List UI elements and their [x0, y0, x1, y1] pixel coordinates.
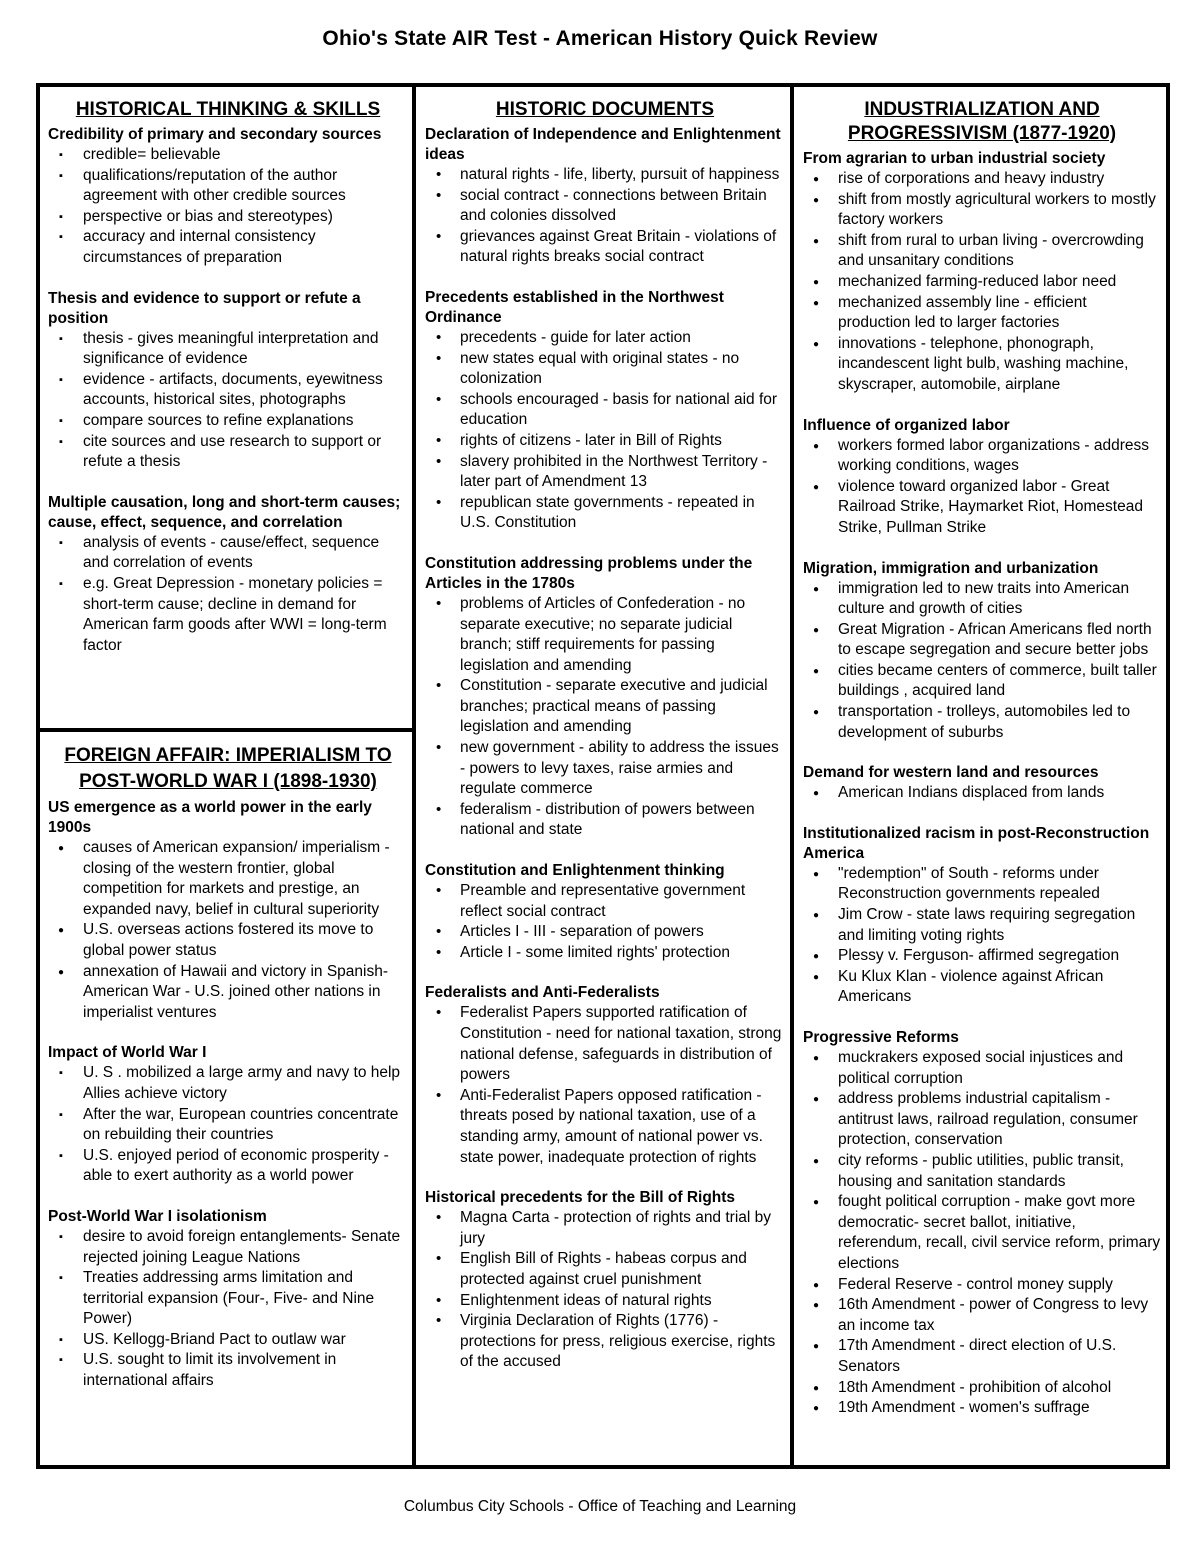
- bullet-list: [803, 579, 1161, 744]
- list-item: ▪ analysis of events - cause/effect, sequence and correlation of events: [48, 533, 408, 574]
- subheading: Progressive Reforms: [803, 1029, 959, 1046]
- list-item: ● shift from mostly agricultural workers to mostly factory workers: [803, 190, 1161, 231]
- list-item: • Magna Carta - protection of rights and trial by jury: [425, 1208, 785, 1249]
- bullet-list: [425, 594, 785, 841]
- list-item: ● causes of American expansion/ imperialism - closing of the western frontier, global competition for markets and prestige, an expanded navy, belief in cultural superiority: [48, 838, 408, 920]
- subheading: Credibility of primary and secondary sources: [48, 126, 382, 143]
- subheading: Institutionalized racism in post-Reconstruction America: [803, 824, 1150, 862]
- section-foreign-affairs: [48, 743, 408, 1392]
- list-item: • Articles I - III - separation of powers: [425, 922, 785, 943]
- bullet-list: [48, 329, 408, 473]
- list-item: ● Jim Crow - state laws requiring segregation and limiting voting rights: [803, 905, 1161, 946]
- list-item: ▪ Treaties addressing arms limitation and territorial expansion (Four-, Five- and Nine Power): [48, 1268, 408, 1330]
- subheading: Thesis and evidence to support or refute a position: [48, 289, 361, 327]
- list-item: ● mechanized assembly line - efficient production led to larger factories: [803, 293, 1161, 334]
- bullet-list: [48, 1227, 408, 1392]
- list-item: • schools encouraged - basis for national aid for education: [425, 390, 785, 431]
- section-historical-thinking: [48, 98, 408, 656]
- subheading: Precedents established in the Northwest Ordinance: [425, 288, 724, 326]
- list-item: • rights of citizens - later in Bill of Rights: [425, 431, 785, 452]
- subheading: Constitution and Enlightenment thinking: [425, 862, 725, 880]
- list-item: ● U.S. overseas actions fostered its move to global power status: [48, 920, 408, 961]
- section-historic-documents: [425, 98, 785, 1373]
- list-item: • natural rights - life, liberty, pursuit of happiness: [425, 165, 785, 186]
- section-industrialization: [803, 98, 1161, 1419]
- list-item: ▪ qualifications/reputation of the author agreement with other credible sources: [48, 166, 408, 207]
- list-item: ▪ U. S . mobilized a large army and navy to help Allies achieve victory: [48, 1063, 408, 1104]
- column-divider-right: [790, 83, 794, 1469]
- bullet-list: [48, 533, 408, 657]
- list-item: ● cities became centers of commerce, built taller buildings , acquired land: [803, 661, 1161, 702]
- list-item: ● "redemption" of South - reforms under Reconstruction governments repealed: [803, 864, 1161, 905]
- list-item: ● city reforms - public utilities, public transit, housing and sanitation standards: [803, 1151, 1161, 1192]
- subheading: Historical precedents for the Bill of Rights: [425, 1189, 736, 1207]
- list-item: ● transportation - trolleys, automobiles led to development of suburbs: [803, 702, 1161, 743]
- list-item: ● 16th Amendment - power of Congress to levy an income tax: [803, 1295, 1161, 1336]
- subheading: Migration, immigration and urbanization: [803, 559, 1099, 577]
- list-item: ▪ U.S. sought to limit its involvement in international affairs: [48, 1350, 408, 1391]
- list-item: ● Plessy v. Ferguson- affirmed segregation: [803, 946, 1161, 967]
- bullet-list: [425, 1003, 785, 1168]
- bullet-list: [48, 1063, 408, 1187]
- page-title: Ohio's State AIR Test - American History Quick Review: [322, 27, 878, 50]
- subheading: Multiple causation, long and short-term causes; cause, effect, sequence, and correlation: [48, 493, 401, 531]
- list-item: ● immigration led to new traits into American culture and growth of cities: [803, 579, 1161, 620]
- list-item: ▪ thesis - gives meaningful interpretation and significance of evidence: [48, 329, 408, 370]
- subheading: Demand for western land and resources: [803, 764, 1099, 782]
- subheading: Post-World War I isolationism: [48, 1207, 267, 1225]
- section-title: HISTORICAL THINKING & SKILLS: [75, 99, 381, 120]
- list-item: • English Bill of Rights - habeas corpus and protected against cruel punishment: [425, 1249, 785, 1290]
- list-item: ● annexation of Hawaii and victory in Spanish-American War - U.S. joined other nations in imperialist ventures: [48, 962, 408, 1024]
- section-title: FOREIGN AFFAIR: IMPERIALISM TO POST-WORLD WAR I (1898-1930): [64, 745, 392, 792]
- list-item: ● mechanized farming-reduced labor need: [803, 272, 1161, 293]
- list-item: ● 18th Amendment - prohibition of alcohol: [803, 1378, 1161, 1399]
- list-item: ● rise of corporations and heavy industry: [803, 169, 1161, 190]
- list-item: ● workers formed labor organizations - address working conditions, wages: [803, 436, 1161, 477]
- list-item: ● muckrakers exposed social injustices and political corruption: [803, 1048, 1161, 1089]
- list-item: • Federalist Papers supported ratification of Constitution - need for national taxation, strong national defense, safeguards in distribution of powers: [425, 1003, 785, 1085]
- list-item: • Preamble and representative government reflect social contract: [425, 881, 785, 922]
- subheading: Impact of World War I: [48, 1044, 207, 1062]
- list-item: • precedents - guide for later action: [425, 328, 785, 349]
- list-item: • slavery prohibited in the Northwest Territory - later part of Amendment 13: [425, 452, 785, 493]
- list-item: ● shift from rural to urban living - overcrowding and unsanitary conditions: [803, 231, 1161, 272]
- list-item: ● violence toward organized labor - Great Railroad Strike, Haymarket Riot, Homestead Strike, Pullman Strike: [803, 477, 1161, 539]
- list-item: • Constitution - separate executive and judicial branches; practical means of passing legislation and amending: [425, 676, 785, 738]
- bullet-list: [803, 436, 1161, 539]
- list-item: ▪ desire to avoid foreign entanglements- Senate rejected joining League Nations: [48, 1227, 408, 1268]
- bullet-list: [425, 881, 785, 963]
- list-item: • Anti-Federalist Papers opposed ratification - threats posed by national taxation, use of a standing army, amount of national power vs. state power, inadequate protection of rights: [425, 1086, 785, 1168]
- subheading: US emergence as a world power in the early 1900s: [48, 799, 372, 836]
- bullet-list: [803, 169, 1161, 396]
- bullet-list: [48, 838, 408, 1023]
- subheading: Influence of organized labor: [803, 416, 1010, 434]
- list-item: ▪ e.g. Great Depression - monetary policies = short-term cause; decline in demand for American farm goods after WWI = long-term factor: [48, 574, 408, 656]
- section-title: INDUSTRIALIZATION AND PROGRESSIVISM (1877-1920): [847, 99, 1117, 144]
- bullet-list: [425, 165, 785, 268]
- list-item: ● Ku Klux Klan - violence against African Americans: [803, 967, 1161, 1008]
- column-divider-left: [412, 83, 416, 1469]
- bullet-list: [803, 1048, 1161, 1419]
- list-item: ▪ accuracy and internal consistency circumstances of preparation: [48, 227, 408, 268]
- list-item: ▪ US. Kellogg-Briand Pact to outlaw war: [48, 1330, 408, 1351]
- bullet-list: [803, 864, 1161, 1008]
- list-item: • Virginia Declaration of Rights (1776) - protections for press, religious exercise, rights of the accused: [425, 1311, 785, 1373]
- list-item: ● 17th Amendment - direct election of U.S. Senators: [803, 1336, 1161, 1377]
- list-item: ● address problems industrial capitalism - antitrust laws, railroad regulation, consumer protection, conservation: [803, 1089, 1161, 1151]
- list-item: ● 19th Amendment - women's suffrage: [803, 1398, 1161, 1419]
- list-item: ▪ compare sources to refine explanations: [48, 411, 408, 432]
- list-item: • Enlightenment ideas of natural rights: [425, 1291, 785, 1312]
- list-item: • republican state governments - repeated in U.S. Constitution: [425, 493, 785, 534]
- list-item: ● Federal Reserve - control money supply: [803, 1275, 1161, 1296]
- section-divider: [36, 728, 416, 732]
- list-item: • federalism - distribution of powers between national and state: [425, 800, 785, 841]
- list-item: ▪ cite sources and use research to support or refute a thesis: [48, 432, 408, 473]
- bullet-list: [803, 783, 1161, 804]
- subheading: From agrarian to urban industrial society: [803, 150, 1106, 167]
- list-item: • problems of Articles of Confederation - no separate executive; no separate judicial branch; stiff requirements for passing legislation and amending: [425, 594, 785, 676]
- list-item: ● American Indians displaced from lands: [803, 783, 1161, 804]
- page-footer: Columbus City Schools - Office of Teaching and Learning: [403, 1498, 797, 1515]
- section-title: HISTORIC DOCUMENTS: [495, 99, 715, 120]
- list-item: ● innovations - telephone, phonograph, incandescent light bulb, washing machine, skyscraper, automobile, airplane: [803, 334, 1161, 396]
- list-item: ● Great Migration - African Americans fled north to escape segregation and secure better jobs: [803, 620, 1161, 661]
- bullet-list: [425, 328, 785, 534]
- list-item: ▪ After the war, European countries concentrate on rebuilding their countries: [48, 1105, 408, 1146]
- list-item: • new states equal with original states - no colonization: [425, 349, 785, 390]
- list-item: ● fought political corruption - make govt more democratic- secret ballot, initiative, referendum, recall, civil service reform, primary elections: [803, 1192, 1161, 1274]
- list-item: ▪ credible= believable: [48, 145, 408, 166]
- bullet-list: [48, 145, 408, 269]
- list-item: ▪ perspective or bias and stereotypes): [48, 207, 408, 228]
- subheading: Federalists and Anti-Federalists: [425, 984, 660, 1002]
- list-item: ▪ evidence - artifacts, documents, eyewitness accounts, historical sites, photographs: [48, 370, 408, 411]
- subheading: Constitution addressing problems under the Articles in the 1780s: [425, 554, 753, 592]
- list-item: • social contract - connections between Britain and colonies dissolved: [425, 186, 785, 227]
- list-item: • new government - ability to address the issues - powers to levy taxes, raise armies and regulate commerce: [425, 738, 785, 800]
- bullet-list: [425, 1208, 785, 1373]
- list-item: • grievances against Great Britain - violations of natural rights breaks social contract: [425, 227, 785, 268]
- subheading: Declaration of Independence and Enlightenment ideas: [425, 126, 781, 163]
- list-item: ▪ U.S. enjoyed period of economic prosperity - able to exert authority as a world power: [48, 1146, 408, 1187]
- list-item: • Article I - some limited rights' protection: [425, 943, 785, 964]
